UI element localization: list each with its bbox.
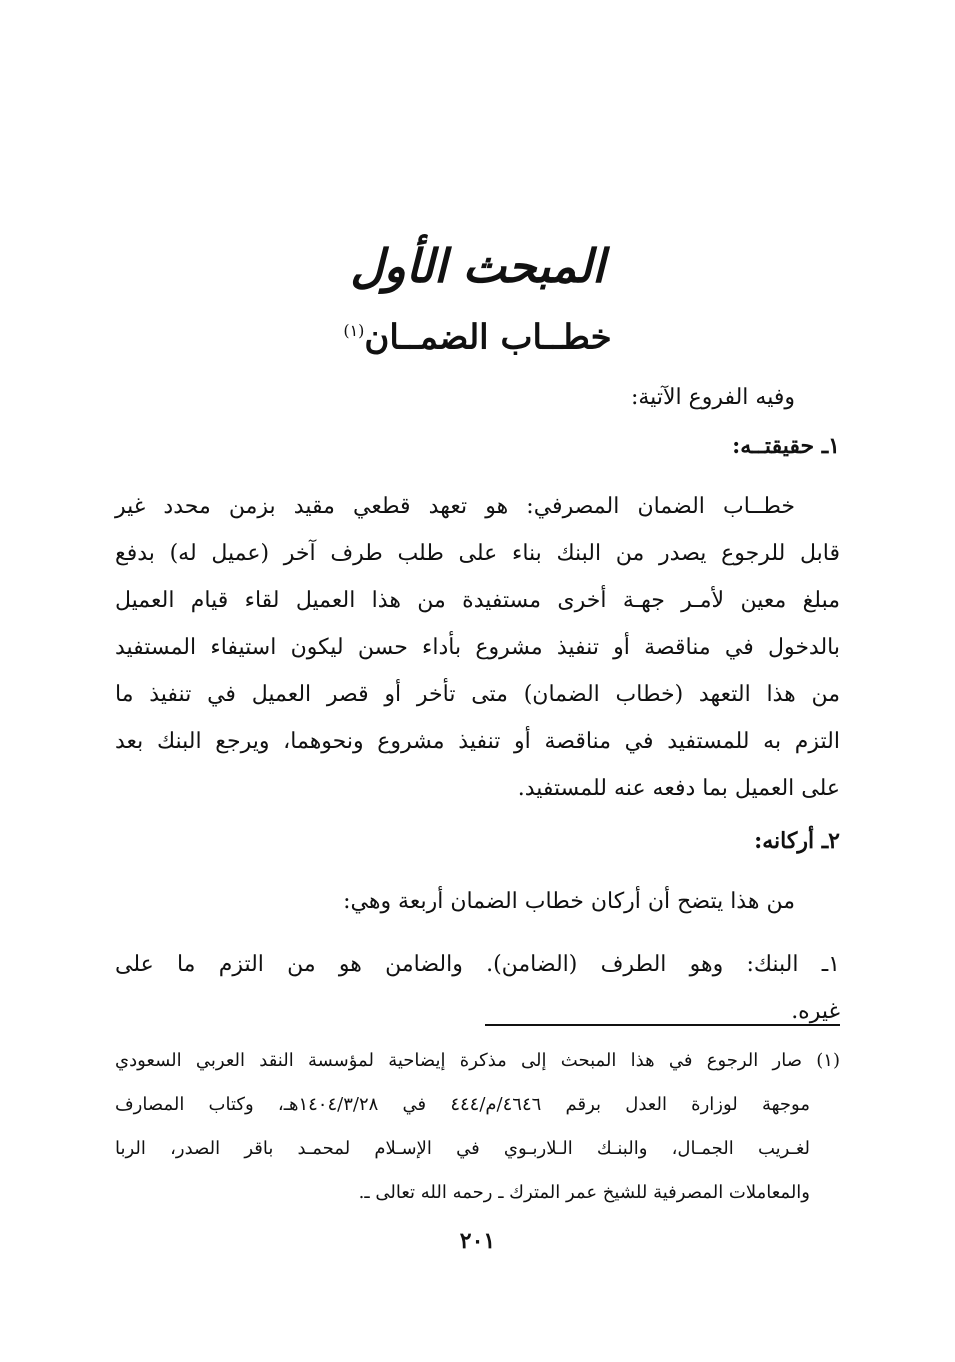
- paragraph-line: مبلغ معين لأمـر جهـة أخرى مستفيدة من هذا العميل لقاء قيام العميل: [115, 588, 840, 613]
- footnote-line: والمعاملات المصرفية للشيخ عمر المترك ـ رحمه الله تعالى ـ.: [358, 1182, 810, 1203]
- footnote-reference: (١): [343, 321, 365, 340]
- chapter-title: [0, 308, 955, 360]
- page-number: ٢٠١: [459, 1228, 496, 1254]
- footnote-line: (١) صار الرجوع في هذا المبحث إلى مذكرة إيضاحية لمؤسسة النقد العربي السعودي: [115, 1050, 840, 1071]
- section-heading-pillars: ٢ـ أركانه:: [754, 828, 840, 854]
- paragraph-line: التزم به للمستفيد في مناقصة أو تنفيذ مشروع ونحوهما، ويرجع البنك بعد: [115, 729, 840, 754]
- paragraph-line: ١ـ البنك: وهو الطرف (الضامن). والضامن هو من التزم ما على: [115, 952, 840, 977]
- footnote-line: موجهة لوزارة العدل برقم ٤٦٤٦/م/٤٤٤ في ١٤٠٤/٣/٢٨هـ، وكتاب المصارف: [115, 1094, 810, 1115]
- paragraph-line: من هذا التعهد (خطاب الضمان) متى تأخر أو قصر العميل في تنفيذ ما: [115, 682, 840, 707]
- footnote-line: لغـريب الجمـال، والبنـك الـلاربـوي في الإسـلام لمحمـد باقر الصدر، الربا: [115, 1138, 810, 1159]
- intro-line: وفيه الفروع الآتية:: [630, 385, 795, 410]
- footnote-divider: [485, 1024, 840, 1026]
- paragraph-line: غيره.: [791, 999, 840, 1024]
- section-heading-definition: ١ـ حقيقتــه:: [732, 433, 840, 459]
- paragraph-line: على العميل بما دفعه عنه للمستفيد.: [517, 776, 840, 801]
- paragraph-line: قابل للرجوع يصدر من البنك بناء على طلب طرف آخر (عميل له) بدفع: [115, 541, 840, 566]
- paragraph-line: خطــاب الضمان المصرفي: هو تعهد قطعي مقيد بزمن محدد غير: [115, 494, 795, 519]
- paragraph-line: من هذا يتضح أن أركان خطاب الضمان أربعة وهي:: [343, 889, 795, 914]
- paragraph-line: بالدخول في مناقصة أو تنفيذ مشروع بأداء حسن ليكون استيفاء المستفيد: [115, 635, 840, 660]
- chapter-title-text: خطــاب الضمــان: [364, 317, 612, 358]
- section-ornate-title: المبحث الأول: [350, 239, 605, 293]
